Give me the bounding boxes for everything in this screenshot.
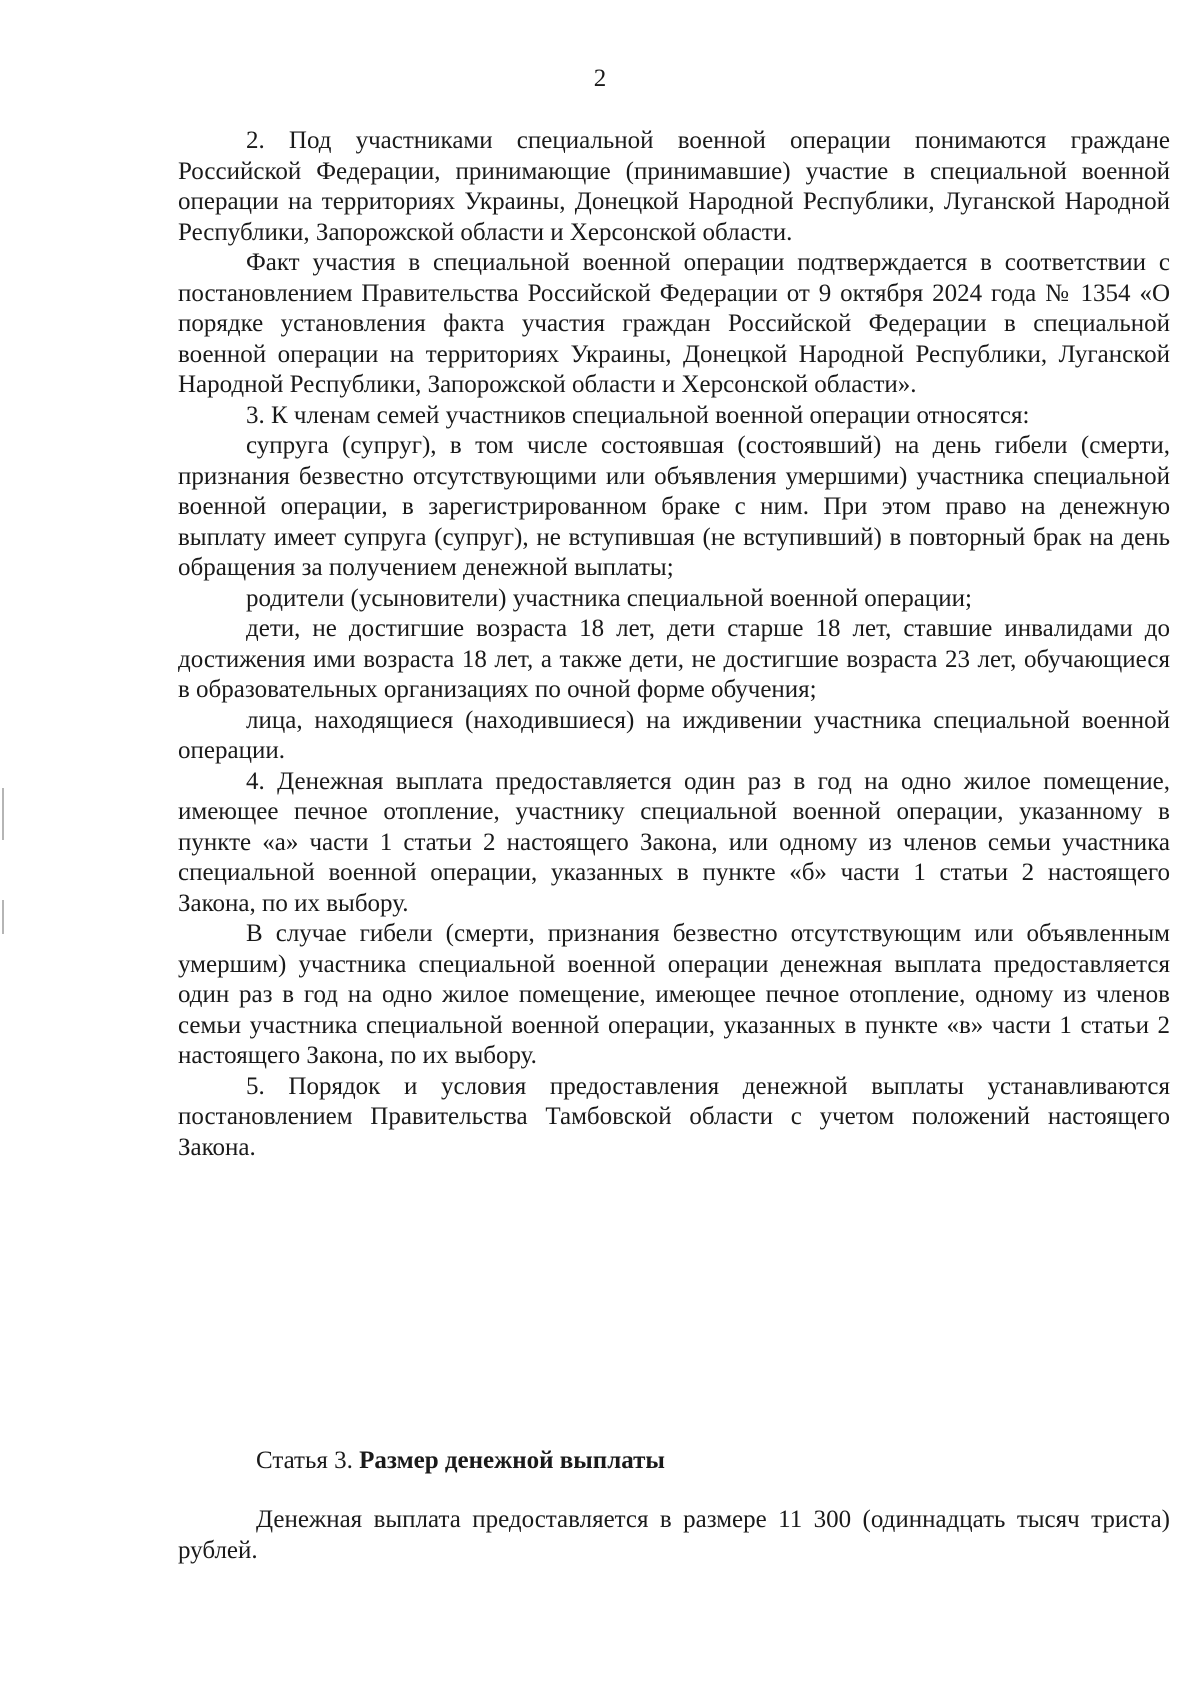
paragraph-4-payment-once: 4. Денежная выплата предоставляется один раз в год на одно жилое помещение, имеющее печное отопление, участнику специальной военной операции, указанному в пункте «а» части 1 статьи 2 настоящего Закона, или одному из членов семьи участника специальной военной операции, указанных в пункте «б» части 1 статьи 2 настоящего Закона, по их выбору.	[178, 767, 1170, 917]
paragraph-parents: родители (усыновители) участника специальной военной операции;	[246, 584, 972, 612]
paragraph-spouse: супруга (супруг), в том числе состоявшая (состоявший) на день гибели (смерти, признания безвестно отсутствующими или объявления умершими) участника специальной военной операции, в зарегистрированном браке с ним. При этом право на денежную выплату имеет супруга (супруг), не вступившая (не вступивший) в повторный брак на день обращения за получением денежной выплаты;	[178, 432, 1170, 581]
document-body	[178, 126, 1170, 1163]
article-3-label: Статья 3.	[256, 1447, 353, 1474]
article-3-title: Размер денежной выплаты	[359, 1447, 665, 1474]
paragraph-2-definition: 2. Под участниками специальной военной операции понимаются граждане Российской Федерации, принимающие (принимавшие) участие в специальной военной операции на территориях Украины, Донецкой Народной Республики, Луганской Народной Республики, Запорожской области и Херсонской области.	[178, 127, 1170, 246]
paragraph-dependents: лица, находящиеся (находившиеся) на иждивении участника специальной военной операции.	[178, 706, 1170, 764]
scan-artifact-mark	[2, 788, 4, 840]
article-3-body	[178, 1504, 1170, 1566]
paragraph-5-procedure: 5. Порядок и условия предоставления денежной выплаты устанавливаются постановлением Правительства Тамбовской области с учетом положений настоящего Закона.	[178, 1072, 1170, 1161]
scan-artifact-mark	[2, 900, 4, 934]
paragraph-death-case: В случае гибели (смерти, признания безвестно отсутствующим или объявленным умершим) участника специальной военной операции денежная выплата предоставляется один раз в год на одно жилое помещение, имеющее печное отопление, одному из членов семьи участника специальной военной операции, указанных в пункте «в» части 1 статьи 2 настоящего Закона, по их выбору.	[178, 920, 1170, 1069]
article-3-heading	[256, 1446, 665, 1476]
paragraph-children: дети, не достигшие возраста 18 лет, дети старше 18 лет, ставшие инвалидами до достижения ими возраста 18 лет, а также дети, не достигшие возраста 23 лет, обучающиеся в образовательных организациях по очной форме обучения;	[178, 615, 1170, 703]
page-number: 2	[593, 65, 607, 92]
paragraph-3-family-members: 3. К членам семей участников специальной военной операции относятся:	[246, 401, 1030, 429]
paragraph-participation-fact: Факт участия в специальной военной операции подтверждается в соответствии с постановлением Правительства Российской Федерации от 9 октября 2024 года № 1354 «О порядке установления факта участия граждан Российской Федерации в специальной военной операции на территориях Украины, Донецкой Народной Республики, Луганской Народной Республики, Запорожской области и Херсонской области».	[178, 249, 1170, 398]
article-3-paragraph: Денежная выплата предоставляется в размере 11 300 (одиннадцать тысяч триста) рублей.	[178, 1506, 1170, 1564]
